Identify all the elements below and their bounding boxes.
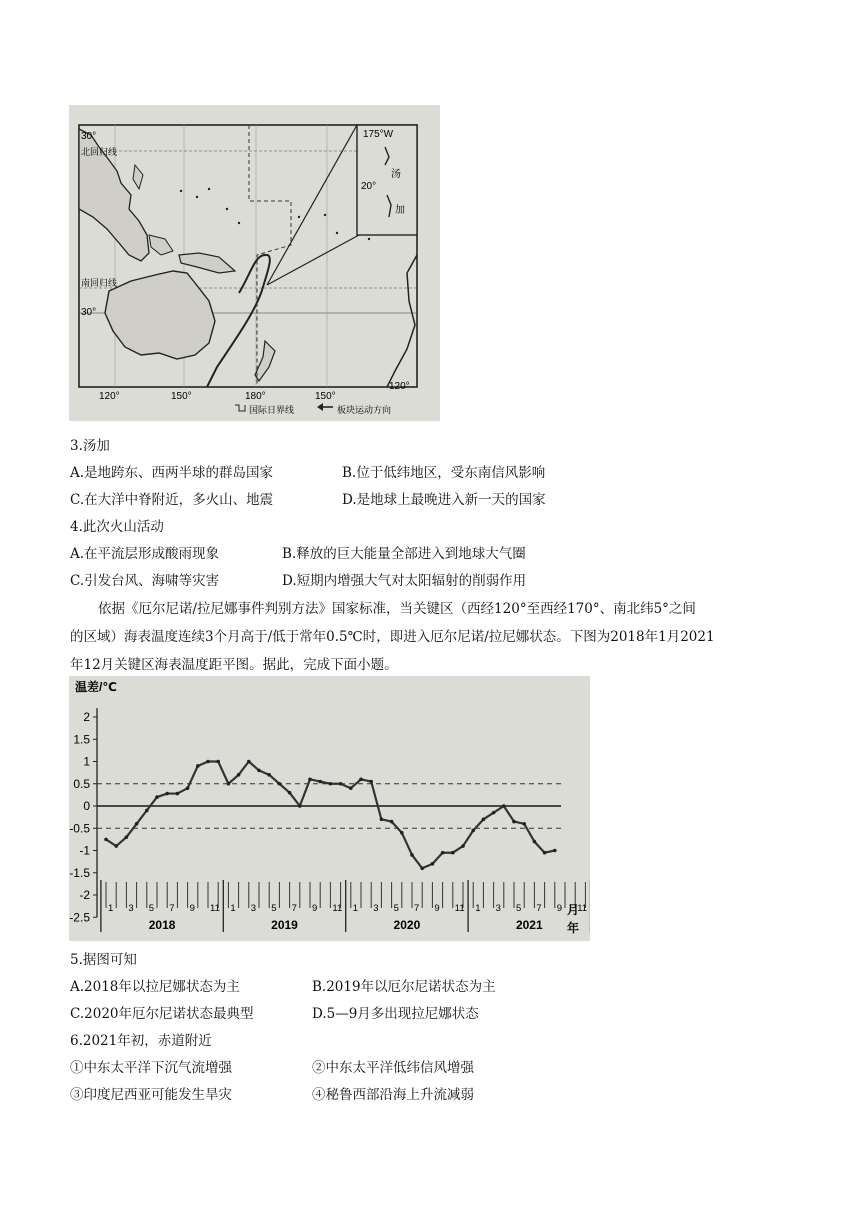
- x-month-label: 5: [393, 903, 399, 914]
- x-year-label: 2020: [393, 918, 421, 932]
- data-point: [298, 804, 302, 808]
- intro-line-1: 依据《厄尔尼诺/拉尼娜事件判别方法》国家标准，当关键区（西经120°至西经170°、南北纬5°之间: [98, 601, 696, 617]
- data-point: [339, 782, 343, 786]
- data-point: [135, 822, 139, 826]
- x-month-label: 5: [271, 903, 277, 914]
- chart-ylabel: 温差/℃: [75, 680, 117, 694]
- data-point: [380, 818, 384, 822]
- q5-stem: 5.据图可知: [70, 952, 137, 968]
- x-month-label: 7: [169, 903, 175, 914]
- inset-lat-label: 20°: [361, 181, 377, 192]
- x-month-label: 9: [434, 903, 440, 914]
- data-point: [114, 844, 118, 848]
- q3-option-d[interactable]: D.是地球上最晚进入新一天的国家: [342, 492, 546, 508]
- legend-dateline-label: 国际日界线: [249, 405, 295, 415]
- data-point: [492, 811, 496, 815]
- inset-lon-label: 175°W: [363, 129, 394, 140]
- x-month-label: 11: [210, 903, 220, 914]
- q4-stem: 4.此次火山活动: [70, 519, 164, 535]
- data-point: [461, 844, 465, 848]
- y-tick-label: 1: [83, 754, 90, 769]
- data-point: [431, 862, 435, 866]
- data-point: [267, 773, 271, 777]
- data-point: [512, 820, 516, 824]
- tonga-inset: [357, 125, 417, 235]
- q4-option-d[interactable]: D.短期内增强大气对太阳辐射的削弱作用: [282, 573, 527, 589]
- data-point: [329, 782, 333, 786]
- q4-option-a[interactable]: A.在平流层形成酸雨现象: [70, 546, 220, 562]
- x-month-label: 1: [475, 903, 481, 914]
- y-tick-label: 1.5: [73, 732, 90, 747]
- q3-option-a[interactable]: A.是地跨东、西两半球的群岛国家: [70, 465, 274, 481]
- q5-option-b[interactable]: B.2019年以厄尔尼诺状态为主: [312, 979, 496, 995]
- q6-statement-2: ②中东太平洋低纬信风增强: [312, 1060, 474, 1076]
- data-point: [288, 791, 292, 795]
- tropic-south-label: 南回归线: [81, 278, 118, 288]
- y-tick-label: -1: [79, 843, 90, 858]
- lon-label-180: 180°: [245, 391, 266, 402]
- x-month-label: 7: [536, 903, 542, 914]
- y-tick-label: 2: [83, 710, 90, 724]
- data-point: [165, 792, 169, 796]
- x-month-label: 1: [352, 903, 359, 914]
- data-point: [390, 820, 394, 824]
- data-point: [196, 764, 200, 768]
- pacific-map-figure: [69, 105, 440, 421]
- x-year-label: 2019: [271, 918, 298, 932]
- data-point: [369, 780, 373, 784]
- x-month-label: 7: [414, 903, 420, 914]
- q5-option-c[interactable]: C.2020年厄尔尼诺状态最典型: [70, 1006, 254, 1022]
- x-month-label: 9: [189, 903, 195, 914]
- x-month-label: 11: [577, 903, 588, 914]
- x-month-label: 11: [454, 903, 465, 914]
- chart-xlabel-year: 年: [567, 921, 580, 935]
- data-point: [471, 829, 475, 833]
- data-point: [359, 778, 363, 782]
- data-point: [155, 795, 159, 799]
- x-month-label: 3: [250, 903, 257, 914]
- data-point: [237, 773, 241, 777]
- lat-label-30n: 30°: [81, 131, 97, 142]
- inset-name-1: 汤: [391, 169, 401, 180]
- y-tick-label: -2.5: [69, 910, 90, 925]
- q3-stem: 3.汤加: [70, 438, 110, 454]
- sst-anomaly-chart-figure: [69, 676, 590, 941]
- data-point: [451, 851, 455, 855]
- q4-option-c[interactable]: C.引发台风、海啸等灾害: [70, 573, 220, 589]
- x-month-label: 9: [556, 903, 563, 914]
- x-month-label: 5: [148, 903, 155, 914]
- x-month-label: 5: [516, 903, 522, 914]
- data-point: [247, 760, 251, 764]
- data-point: [257, 769, 261, 773]
- intro-line-3: 年12月关键区海表温度距平图。据此，完成下面小题。: [70, 657, 398, 673]
- x-month-label: 11: [332, 903, 343, 914]
- data-point: [410, 853, 414, 857]
- sst-anomaly-chart: [69, 676, 590, 941]
- x-month-label: 7: [291, 903, 297, 914]
- q6-statement-4: ④秘鲁西部沿海上升流减弱: [312, 1087, 474, 1103]
- x-year-label: 2018: [148, 918, 176, 932]
- data-point: [216, 760, 220, 764]
- pacific-map: [69, 105, 440, 421]
- data-point: [145, 809, 149, 813]
- intro-line-2: 的区域）海表温度连续3个月高于/低于常年0.5℃时，即进入厄尔尼诺/拉尼娜状态。下图为2018年1月2021: [70, 629, 715, 645]
- data-point: [420, 867, 424, 871]
- data-point: [104, 838, 108, 842]
- inset-name-2: 加: [395, 205, 405, 216]
- q6-statement-1: ①中东太平洋下沉气流增强: [70, 1060, 232, 1076]
- y-tick-label: 0: [83, 799, 90, 813]
- x-month-label: 9: [312, 903, 318, 914]
- x-month-label: 3: [128, 903, 134, 914]
- data-point: [553, 849, 557, 853]
- x-month-label: 1: [230, 903, 236, 914]
- data-point: [186, 786, 190, 790]
- tropic-north-label: 北回归线: [81, 147, 118, 157]
- data-point: [522, 822, 526, 826]
- q6-stem: 6.2021年初，赤道附近: [70, 1033, 212, 1049]
- q3-option-b[interactable]: B.位于低纬地区，受东南信风影响: [342, 465, 546, 481]
- q6-statement-3: ③印度尼西亚可能发生旱灾: [70, 1087, 232, 1103]
- chart-xlabel-month: 月: [567, 903, 580, 917]
- data-point: [441, 851, 445, 855]
- y-tick-label: -1.5: [69, 865, 90, 880]
- data-point: [543, 851, 547, 855]
- data-point: [318, 780, 322, 784]
- data-point: [125, 835, 129, 839]
- q5-option-d[interactable]: D.5—9月多出现拉尼娜状态: [312, 1006, 479, 1022]
- data-point: [176, 792, 180, 796]
- q3-option-c[interactable]: C.在大洋中脊附近，多火山、地震: [70, 492, 274, 508]
- lon-label-120e: 120°: [99, 391, 120, 402]
- lon-label-150w: 150°: [315, 391, 336, 402]
- data-point: [502, 804, 506, 808]
- data-point: [278, 782, 282, 786]
- lon-label-120w: 120°: [389, 381, 410, 392]
- x-month-label: 3: [373, 903, 379, 914]
- lat-label-30s: 30°: [81, 307, 97, 318]
- x-month-label: 3: [495, 903, 501, 914]
- lon-label-150e: 150°: [171, 391, 192, 402]
- legend-plate-label: 板块运动方向: [337, 405, 392, 415]
- series-line: [106, 762, 555, 869]
- data-point: [533, 840, 537, 844]
- x-year-label: 2021: [515, 918, 543, 932]
- q5-option-a[interactable]: A.2018年以拉尼娜状态为主: [70, 979, 240, 995]
- data-point: [206, 760, 210, 764]
- data-point: [349, 786, 353, 790]
- x-month-label: 1: [108, 903, 114, 914]
- data-point: [308, 778, 312, 782]
- y-tick-label: -0.5: [69, 821, 90, 836]
- data-point: [482, 818, 486, 822]
- data-point: [400, 831, 404, 835]
- q4-option-b[interactable]: B.释放的巨大能量全部进入到地球大气圈: [282, 546, 526, 562]
- y-tick-label: -2: [79, 888, 90, 902]
- y-tick-label: 0.5: [73, 776, 90, 791]
- data-point: [227, 782, 231, 786]
